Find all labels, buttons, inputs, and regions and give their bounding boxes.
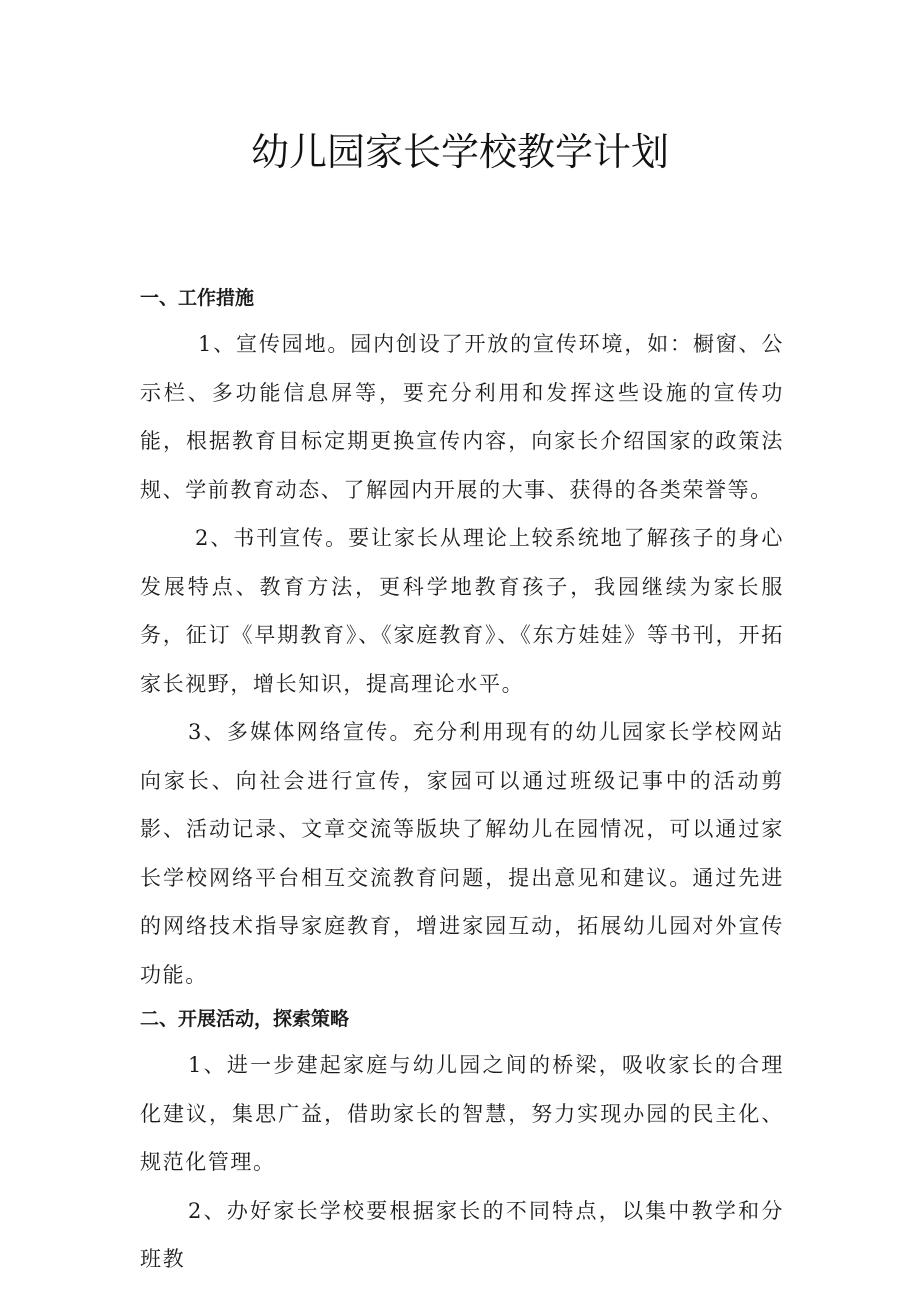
paragraph: 1、进一步建起家庭与幼儿园之间的桥梁，吸收家长的合理化建议，集思广益，借助家长的智慧，努力实现办园的民主化、规范化管理。 [140,1053,784,1174]
paragraph: 2、办好家长学校要根据家长的不同特点，以集中教学和分班教 [140,1198,784,1271]
section-heading: 一、工作措施 [140,287,255,309]
section-activities-strategies [140,999,784,1284]
paragraph: 2、书刊宣传。要让家长从理论上较系统地了解孩子的身心发展特点、教育方法，更科学地教育孩子，我园继续为家长服务，征订《早期教育》、《家庭教育》、《东方娃娃》等书刊，开拓家长视野，增长知识，提高理论水平。 [140,526,784,696]
document-title: 幼儿园家长学校教学计划 [250,130,669,174]
paragraph: 3、多媒体网络宣传。充分利用现有的幼儿园家长学校网站向家长、向社会进行宣传，家园可以通过班级记事中的活动剪影、活动记录、文章交流等版块了解幼儿在园情况，可以通过家长学校网络平台相互交流教育问题，提出意见和建议。通过先进的网络技术指导家庭教育，增进家园互动，拓展幼儿园对外宣传功能。 [140,720,784,987]
section-work-measures [140,278,784,999]
document-body [140,278,784,1284]
paragraph: 1、宣传园地。园内创设了开放的宣传环境，如：橱窗、公示栏、多功能信息屏等，要充分利用和发挥这些设施的宣传功能，根据教育目标定期更换宣传内容，向家长介绍国家的政策法规、学前教育动态、了解园内开展的大事、获得的各类荣誉等。 [140,332,784,502]
section-heading: 二、开展活动，探索策略 [140,1008,350,1030]
